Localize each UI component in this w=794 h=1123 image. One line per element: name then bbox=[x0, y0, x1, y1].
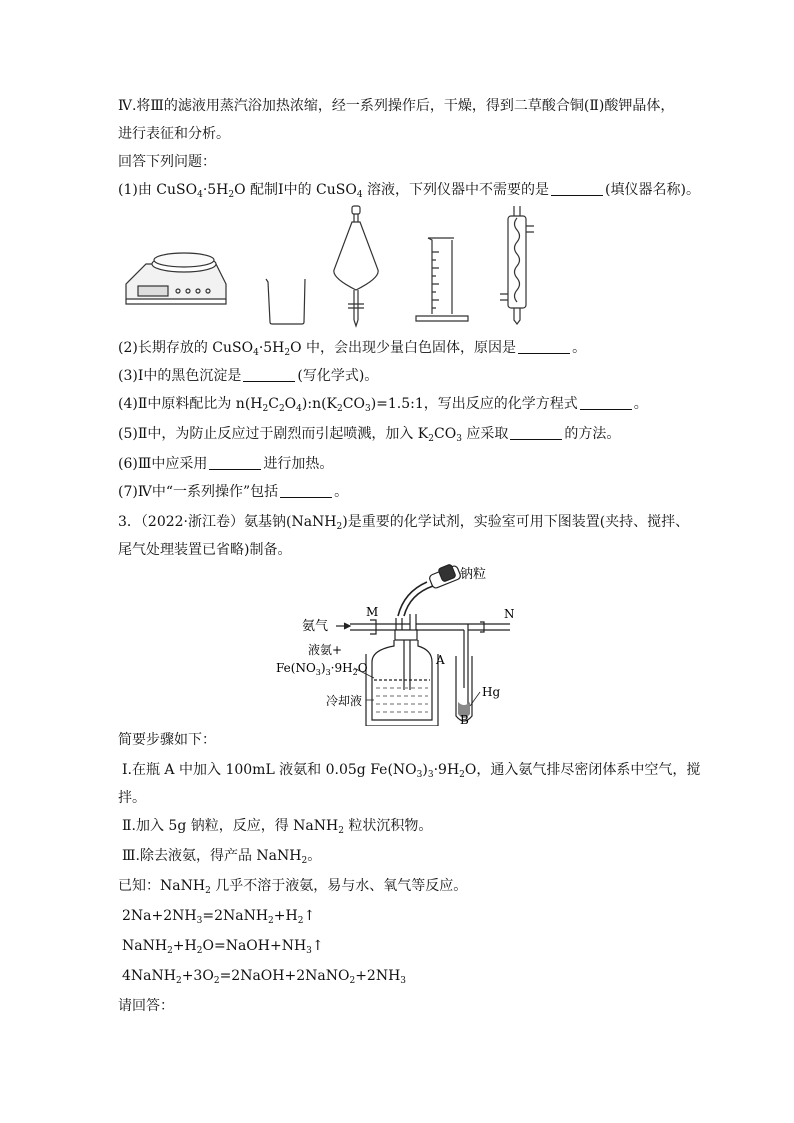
answer-blank-2[interactable] bbox=[518, 339, 570, 354]
graduated-cylinder-icon bbox=[416, 238, 468, 321]
equation-3: $4NaNH_2+3O_2=2NaOH+2NaNO_2+2NH_3$ bbox=[122, 968, 407, 986]
answer-blank-5[interactable] bbox=[510, 425, 562, 440]
known-info: 已知：NaNH$_2$ 几乎不溶于液氨，易与水、氧气等反应。 bbox=[118, 878, 468, 896]
section4-line2: 进行表征和分析。 bbox=[118, 126, 230, 142]
condenser-icon bbox=[500, 206, 534, 324]
question-1: (1)由 $CuSO_4\cdot 5H_2O$ 配制Ⅰ中的 CuSO$_4$ 溶液，下列仪器中不需要的是 (填仪器名称)。 bbox=[118, 182, 700, 200]
label-liquid-ammonia: 液氨+ bbox=[308, 643, 343, 657]
step-2: Ⅱ.加入 5g 钠粒，反应，得 NaNH$_2$ 粒状沉积物。 bbox=[122, 818, 433, 836]
problem3-line1: 3．（2022·浙江卷）氨基钠(NaNH$_2$)是重要的化学试剂，实验室可用下图装置(夹持、搅拌、 bbox=[118, 514, 690, 532]
separatory-funnel-icon bbox=[334, 206, 378, 326]
answer-blank-6[interactable] bbox=[209, 455, 261, 470]
question-7: (7)Ⅳ中“一系列操作”包括 。 bbox=[118, 484, 349, 500]
answer-prompt: 回答下列问题： bbox=[118, 154, 216, 170]
sodium-container-icon bbox=[398, 564, 462, 616]
label-iron-salt: $Fe(NO_3)_3\cdot 9H_2O$ bbox=[276, 661, 368, 677]
answer-blank-3[interactable] bbox=[243, 367, 295, 382]
answer-blank-4[interactable] bbox=[580, 395, 632, 410]
label-n: N bbox=[504, 607, 515, 621]
ask: 请回答： bbox=[118, 998, 174, 1014]
step-1-line1: Ⅰ.在瓶 A 中加入 100mL 液氨和 0.05g $Fe(NO_3)_3\cdot 9H_2O$，通入氨气排尽密闭体系中空气，搅 bbox=[122, 762, 701, 780]
electronic-balance-icon bbox=[126, 253, 226, 304]
label-ammonia: 氨气 bbox=[302, 619, 329, 634]
beaker-icon bbox=[266, 279, 305, 324]
label-a: A bbox=[436, 653, 445, 667]
section4-line1: Ⅳ.将Ⅲ的滤液用蒸汽浴加热浓缩，经一系列操作后，干燥，得到二草酸合铜(Ⅱ)酸钾晶体， bbox=[118, 98, 675, 114]
steps-title: 简要步骤如下： bbox=[118, 732, 216, 748]
question-4: (4)Ⅱ中原料配比为 $n(H_2C_2O_4):n(K_2CO_3)=1.5:1$，写出反应的化学方程式 。 bbox=[118, 396, 648, 414]
label-coolant: 冷却液 bbox=[326, 694, 363, 708]
step-1-line2: 拌。 bbox=[118, 790, 146, 806]
label-sodium: 钠粒 bbox=[460, 567, 487, 582]
answer-blank-7[interactable] bbox=[280, 483, 332, 498]
question-2: (2)长期存放的 $CuSO_4\cdot 5H_2O$ 中，会出现少量白色固体，原因是 。 bbox=[118, 340, 587, 358]
answer-blank-1[interactable] bbox=[551, 181, 603, 196]
question-5: (5)Ⅱ中，为防止反应过于剧烈而引起喷溅，加入 $K_2CO_3$ 应采取 的方法。 bbox=[118, 426, 621, 444]
apparatus-diagram bbox=[270, 560, 540, 726]
instruments-figure bbox=[116, 204, 556, 330]
equation-1: $2Na+2NH_3=2NaNH_2+H_2↑$ bbox=[122, 908, 316, 926]
label-m: M bbox=[366, 605, 379, 619]
label-b: B bbox=[460, 713, 469, 726]
label-hg: Hg bbox=[482, 685, 501, 699]
question-3: (3)Ⅰ中的黑色沉淀是 (写化学式)。 bbox=[118, 368, 379, 384]
equation-2: $NaNH_2+H_2O=NaOH+NH_3↑$ bbox=[122, 938, 324, 956]
question-6: (6)Ⅲ中应采用 进行加热。 bbox=[118, 456, 334, 472]
problem3-line2: 尾气处理装置已省略)制备。 bbox=[118, 542, 292, 558]
step-3: Ⅲ.除去液氨，得产品 NaNH$_2$。 bbox=[122, 848, 322, 866]
